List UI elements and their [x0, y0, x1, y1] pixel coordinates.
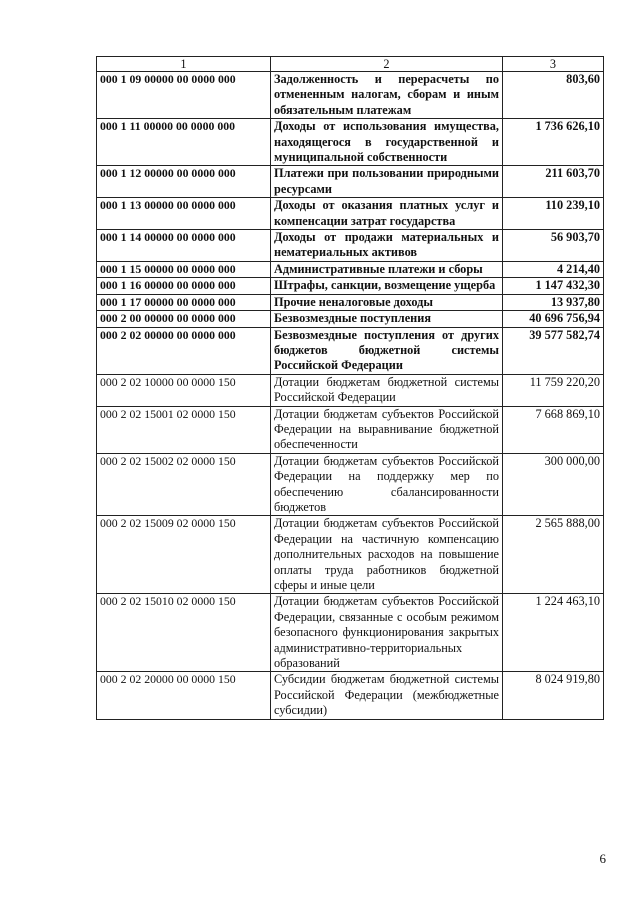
- amount-cell: 56 903,70: [503, 230, 604, 262]
- budget-code-cell: 000 1 12 00000 00 0000 000: [97, 166, 271, 198]
- amount-cell: 110 239,10: [503, 198, 604, 230]
- revenue-name-cell: Дотации бюджетам субъектов Российской Федерации на поддержку мер по обеспечению сбалансированности бюджетов: [271, 453, 503, 516]
- amount-cell: 211 603,70: [503, 166, 604, 198]
- budget-code-cell: 000 2 00 00000 00 0000 000: [97, 311, 271, 327]
- table-row: [97, 72, 604, 119]
- budget-revenue-table: [96, 56, 604, 720]
- revenue-name-cell: Доходы от использования имущества, находящегося в государственной и муниципальной собственности: [271, 119, 503, 166]
- amount-cell: 4 214,40: [503, 261, 604, 277]
- table-row: [97, 198, 604, 230]
- table-row: [97, 278, 604, 294]
- column-header-2: 2: [271, 57, 503, 72]
- table-row: [97, 311, 604, 327]
- budget-code-cell: 000 1 15 00000 00 0000 000: [97, 261, 271, 277]
- amount-cell: 40 696 756,94: [503, 311, 604, 327]
- budget-code-cell: 000 1 14 00000 00 0000 000: [97, 230, 271, 262]
- table-row: [97, 166, 604, 198]
- budget-code-cell: 000 2 02 00000 00 0000 000: [97, 327, 271, 374]
- revenue-name-cell: Дотации бюджетам субъектов Российской Федерации, связанные с особым режимом безопасного функционирования закрытых административно-территориальных образований: [271, 594, 503, 672]
- amount-cell: 7 668 869,10: [503, 406, 604, 453]
- budget-code-cell: 000 2 02 15001 02 0000 150: [97, 406, 271, 453]
- amount-cell: 1 224 463,10: [503, 594, 604, 672]
- budget-code-cell: 000 2 02 15010 02 0000 150: [97, 594, 271, 672]
- table-row: [97, 516, 604, 594]
- budget-code-cell: 000 2 02 10000 00 0000 150: [97, 374, 271, 406]
- revenue-name-cell: Задолженность и перерасчеты по отмененным налогам, сборам и иным обязательным платежам: [271, 72, 503, 119]
- budget-code-cell: 000 2 02 20000 00 0000 150: [97, 672, 271, 719]
- amount-cell: 1 147 432,30: [503, 278, 604, 294]
- revenue-name-cell: Административные платежи и сборы: [271, 261, 503, 277]
- amount-cell: 13 937,80: [503, 294, 604, 310]
- amount-cell: 2 565 888,00: [503, 516, 604, 594]
- budget-code-cell: 000 1 11 00000 00 0000 000: [97, 119, 271, 166]
- budget-code-cell: 000 2 02 15009 02 0000 150: [97, 516, 271, 594]
- table-row: [97, 230, 604, 262]
- revenue-name-cell: Прочие неналоговые доходы: [271, 294, 503, 310]
- amount-cell: 300 000,00: [503, 453, 604, 516]
- table-row: [97, 672, 604, 719]
- budget-code-cell: 000 1 17 00000 00 0000 000: [97, 294, 271, 310]
- table-row: [97, 327, 604, 374]
- table-row: [97, 261, 604, 277]
- column-header-1: 1: [97, 57, 271, 72]
- revenue-name-cell: Безвозмездные поступления от других бюджетов бюджетной системы Российской Федерации: [271, 327, 503, 374]
- column-header-3: 3: [503, 57, 604, 72]
- amount-cell: 803,60: [503, 72, 604, 119]
- revenue-name-cell: Дотации бюджетам бюджетной системы Российской Федерации: [271, 374, 503, 406]
- revenue-name-cell: Субсидии бюджетам бюджетной системы Российской Федерации (межбюджетные субсидии): [271, 672, 503, 719]
- amount-cell: 39 577 582,74: [503, 327, 604, 374]
- page-number: 6: [599, 851, 606, 866]
- table-row: [97, 119, 604, 166]
- budget-code-cell: 000 1 09 00000 00 0000 000: [97, 72, 271, 119]
- table-row: [97, 406, 604, 453]
- revenue-name-cell: Платежи при пользовании природными ресурсами: [271, 166, 503, 198]
- revenue-name-cell: Доходы от продажи материальных и нематериальных активов: [271, 230, 503, 262]
- table-row: [97, 294, 604, 310]
- revenue-name-cell: Доходы от оказания платных услуг и компенсации затрат государства: [271, 198, 503, 230]
- budget-code-cell: 000 1 16 00000 00 0000 000: [97, 278, 271, 294]
- budget-code-cell: 000 1 13 00000 00 0000 000: [97, 198, 271, 230]
- table-row: [97, 374, 604, 406]
- budget-code-cell: 000 2 02 15002 02 0000 150: [97, 453, 271, 516]
- amount-cell: 11 759 220,20: [503, 374, 604, 406]
- revenue-name-cell: Штрафы, санкции, возмещение ущерба: [271, 278, 503, 294]
- table-row: [97, 453, 604, 516]
- revenue-name-cell: Дотации бюджетам субъектов Российской Федерации на выравнивание бюджетной обеспеченности: [271, 406, 503, 453]
- revenue-name-cell: Дотации бюджетам субъектов Российской Федерации на частичную компенсацию дополнительных расходов на повышение оплаты труда работников бюджетной сферы и иные цели: [271, 516, 503, 594]
- table-row: [97, 594, 604, 672]
- amount-cell: 8 024 919,80: [503, 672, 604, 719]
- revenue-name-cell: Безвозмездные поступления: [271, 311, 503, 327]
- amount-cell: 1 736 626,10: [503, 119, 604, 166]
- column-number-row: [97, 57, 604, 72]
